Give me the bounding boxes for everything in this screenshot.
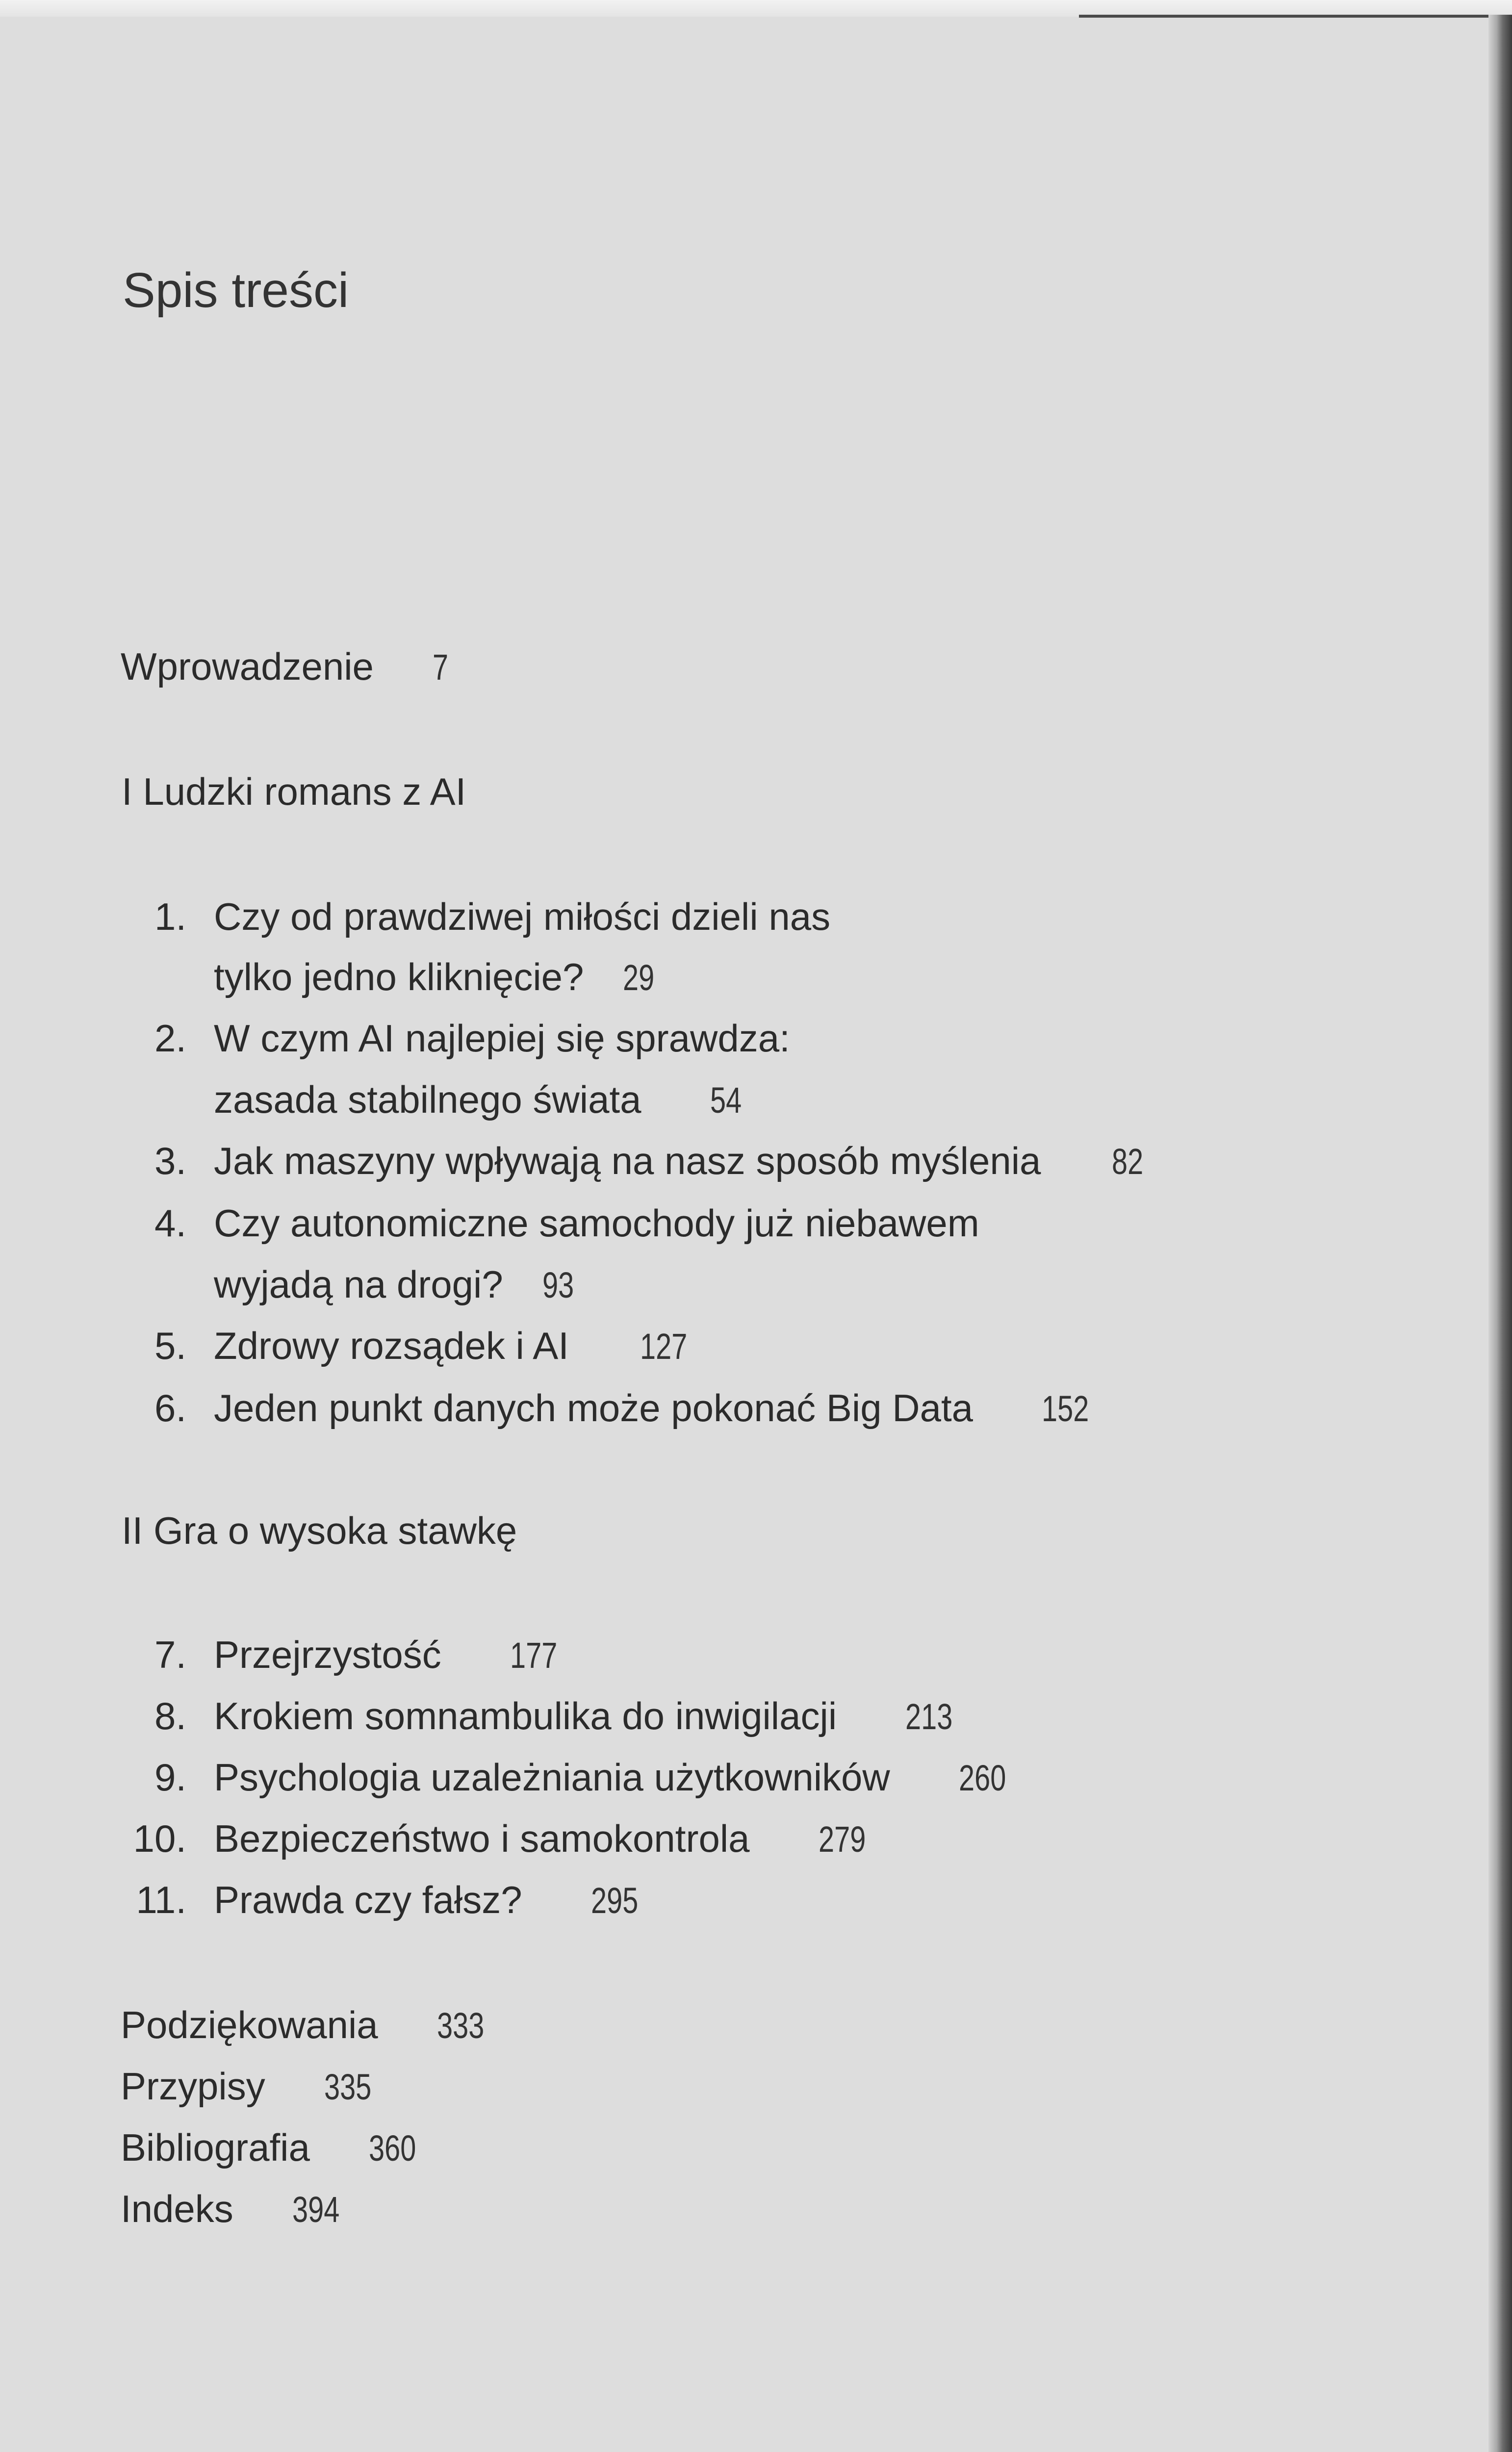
toc-chapter-3 [154,1139,1153,1182]
toc-backmatter-bibliography [121,2128,429,2167]
toc-entry-label: Indeks [121,2187,233,2230]
toc-chapter-10 [133,1817,879,1860]
toc-page-number: 260 [958,1758,1006,1798]
toc-page-number: 152 [1042,1388,1089,1429]
toc-entry-intro [121,647,453,686]
toc-chapter-7 [154,1633,570,1676]
toc-page-number: 82 [1112,1141,1144,1182]
chapter-number: 9. [154,1756,186,1799]
page-title: Spis treści [123,263,349,318]
toc-page-number: 7 [432,647,449,688]
chapter-number: 3. [154,1139,186,1182]
chapter-title: Prawda czy fałsz? [214,1878,522,1921]
chapter-number: 2. [154,1017,186,1060]
chapter-title: Czy od prawdziwej miłości dzieli nas [214,895,831,938]
toc-entry-label: Bibliografia [121,2126,310,2169]
chapter-number: 10. [133,1817,186,1860]
chapter-title: Psychologia uzależniania użytkowników [214,1756,890,1799]
toc-page-number: 93 [542,1265,574,1305]
toc-backmatter-notes [121,2065,384,2108]
toc-chapter-2-cont [214,1080,750,1119]
toc-page-number: 29 [623,957,655,998]
toc-backmatter-index [121,2187,353,2230]
toc-entry-label: Wprowadzenie [121,645,374,688]
toc-chapter-9 [154,1756,1019,1799]
chapter-title: Czy autonomiczne samochody już niebawem [214,1201,979,1245]
toc-page-number: 127 [640,1326,688,1367]
chapter-title-cont: tylko jedno kliknięcie? [214,955,584,998]
toc-page-number: 333 [436,2005,484,2046]
toc-part-heading: II Gra o wysoka stawkę [122,1509,517,1552]
chapter-title: Przejrzystość [214,1633,441,1676]
toc-chapter-4-cont [214,1263,583,1306]
toc-chapter-2 [154,1017,790,1060]
chapter-title-cont: wyjadą na drogi? [214,1263,503,1306]
chapter-title: Zdrowy rozsądek i AI [214,1324,569,1367]
toc-entry-label: Przypisy [121,2065,265,2108]
scan-top-shadow [1079,15,1501,18]
toc-chapter-1-cont [214,955,664,998]
chapter-number: 1. [154,895,186,938]
toc-page-number: 295 [590,1880,638,1921]
toc-page-number: 213 [905,1696,953,1737]
toc-page-number: 177 [510,1635,558,1676]
toc-page-number: 54 [710,1080,742,1121]
chapter-number: 6. [154,1386,186,1430]
toc-chapter-11 [136,1878,651,1921]
chapter-number: 8. [154,1694,186,1737]
chapter-number: 7. [154,1633,186,1676]
toc-chapter-1 [154,895,831,938]
chapter-number: 4. [154,1201,186,1245]
chapter-title: Jak maszyny wpływają na nasz sposób myślenia [214,1139,1041,1182]
toc-page-number: 360 [368,2128,416,2169]
chapter-title: Bezpieczeństwo i samokontrola [214,1817,750,1860]
toc-page-number: 279 [818,1819,866,1860]
toc-entry-label: Podziękowania [121,2003,378,2046]
toc-chapter-6 [154,1386,1102,1430]
toc-part-heading: I Ludzki romans z AI [122,770,466,813]
toc-chapter-8 [154,1694,966,1737]
scan-right-edge [1488,15,1512,2452]
toc-backmatter-acknowledgements [121,2003,497,2046]
toc-page-number: 335 [324,2067,372,2107]
chapter-number: 5. [154,1324,186,1367]
toc-page-number: 394 [292,2189,340,2230]
chapter-title: Jeden punkt danych może pokonać Big Data [214,1386,974,1430]
toc-chapter-5 [154,1324,700,1367]
chapter-number: 11. [136,1878,186,1921]
chapter-title: Krokiem somnambulika do inwigilacji [214,1694,837,1737]
chapter-title: W czym AI najlepiej się sprawdza: [214,1017,790,1060]
chapter-title-cont: zasada stabilnego świata [214,1078,641,1121]
toc-chapter-4 [154,1201,979,1245]
scan-top-edge [0,0,1512,17]
